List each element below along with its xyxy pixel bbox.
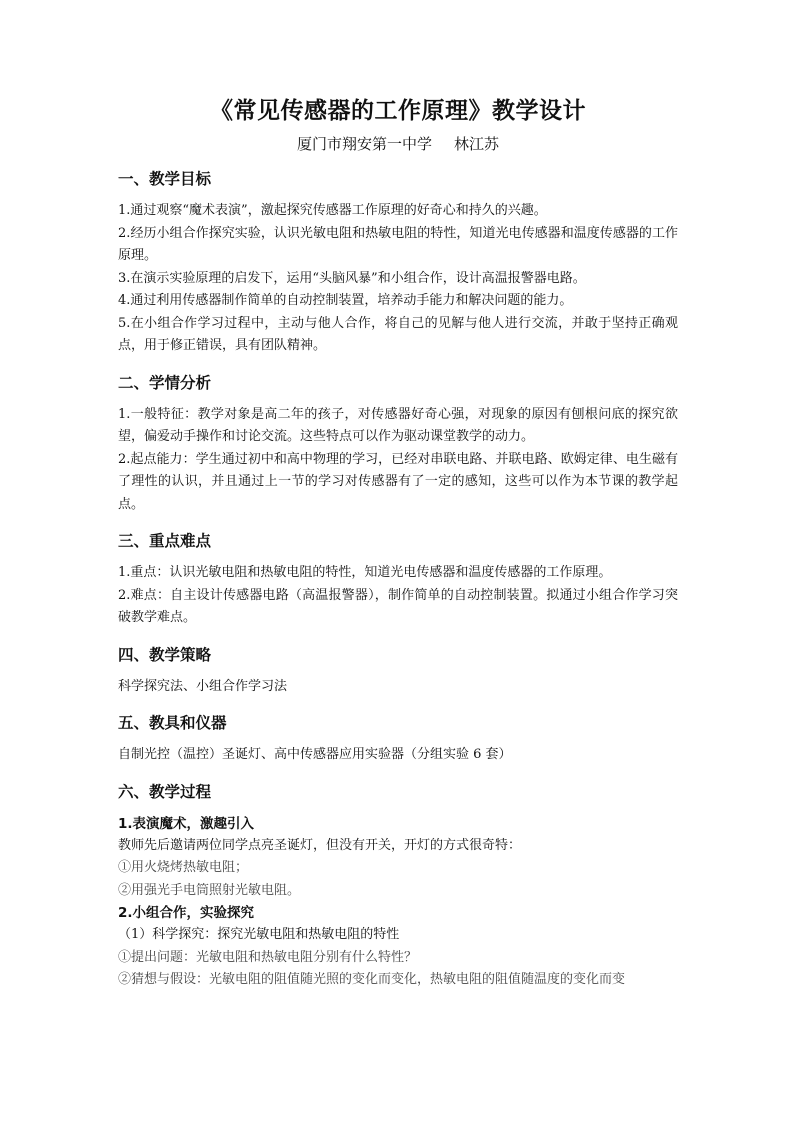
paragraph: 1.重点：认识光敏电阻和热敏电阻的特性，知道光电传感器和温度传感器的工作原理。	[118, 565, 612, 580]
paragraph: （1）科学探究：探究光敏电阻和热敏电阻的特性	[118, 927, 400, 942]
section-heading: 二、学情分析	[118, 373, 212, 392]
paragraph: 教师先后邀请两位同学点亮圣诞灯，但没有开关，开灯的方式很奇特：	[118, 837, 522, 853]
section-equipment	[118, 706, 678, 767]
section-heading: 五、教具和仪器	[118, 714, 227, 732]
paragraph: ①提出问题：光敏电阻和热敏电阻分别有什么特性？	[118, 949, 418, 965]
paragraph: 3.在演示实验原理的启发下，运用“头脑风暴”和小组合作，设计高温报警器电路。	[118, 270, 586, 286]
paragraph: 2.起点能力：学生通过初中和高中物理的学习，已经对串联电路、并联电路、欧姆定律、电生磁有了理性的认识，并且通过上一节的学习对传感器有了一定的感知，这些可以作为本节课的教学起点。	[118, 451, 678, 512]
paragraph: 2.经历小组合作探究实验，认识光敏电阻和热敏电阻的特性，知道光电传感器和温度传感器的工作原理。	[118, 225, 678, 263]
document-page	[118, 92, 678, 1000]
process-step-title: 1.表演魔术，激趣引入	[118, 815, 255, 832]
paragraph: ①用火烧烤热敏电阻；	[118, 860, 249, 875]
author-name: 林江苏	[454, 135, 500, 153]
section-heading: 六、教学过程	[118, 782, 212, 801]
section-objectives	[118, 162, 678, 358]
section-strategy	[118, 638, 678, 699]
section-key-points	[118, 524, 678, 630]
paragraph: ②用强光手电筒照射光敏电阻。	[118, 882, 301, 898]
school-name: 厦门市翔安第一中学	[296, 135, 432, 153]
paragraph: 2.难点：自主设计传感器电路（高温报警器），制作简单的自动控制装置。拟通过小组合作学习突破教学难点。	[118, 587, 678, 625]
section-learner-analysis	[118, 366, 678, 517]
section-process	[118, 775, 678, 992]
paragraph: ②猜想与假设：光敏电阻的阻值随光照的变化而变化，热敏电阻的阻值随温度的变化而变	[118, 972, 626, 987]
section-heading: 一、教学目标	[118, 170, 212, 188]
section-heading: 三、重点难点	[118, 532, 212, 550]
paragraph: 1.一般特征：教学对象是高二年的孩子，对传感器好奇心强，对现象的原因有刨根问底的探究欲望，偏爱动手操作和讨论交流。这些特点可以作为驱动课堂教学的动力。	[118, 406, 678, 444]
paragraph: 自制光控（温控）圣诞灯、高中传感器应用实验器（分组实验 6 套）	[118, 747, 512, 762]
process-step-title: 2.小组合作，实验探究	[118, 905, 255, 921]
document-title: 《常见传感器的工作原理》教学设计	[210, 98, 586, 124]
section-heading: 四、教学策略	[118, 645, 212, 664]
paragraph: 4.通过利用传感器制作简单的自动控制装置，培养动手能力和解决问题的能力。	[118, 293, 573, 308]
paragraph: 科学探究法、小组合作学习法	[118, 678, 288, 694]
byline	[118, 130, 678, 158]
paragraph: 1.通过观察“魔术表演”，激起探究传感器工作原理的好奇心和持久的兴趣。	[118, 203, 547, 218]
paragraph: 5.在小组合作学习过程中，主动与他人合作，将自己的见解与他人进行交流，并敢于坚持正确观点，用于修正错误，具有团队精神。	[118, 315, 678, 353]
